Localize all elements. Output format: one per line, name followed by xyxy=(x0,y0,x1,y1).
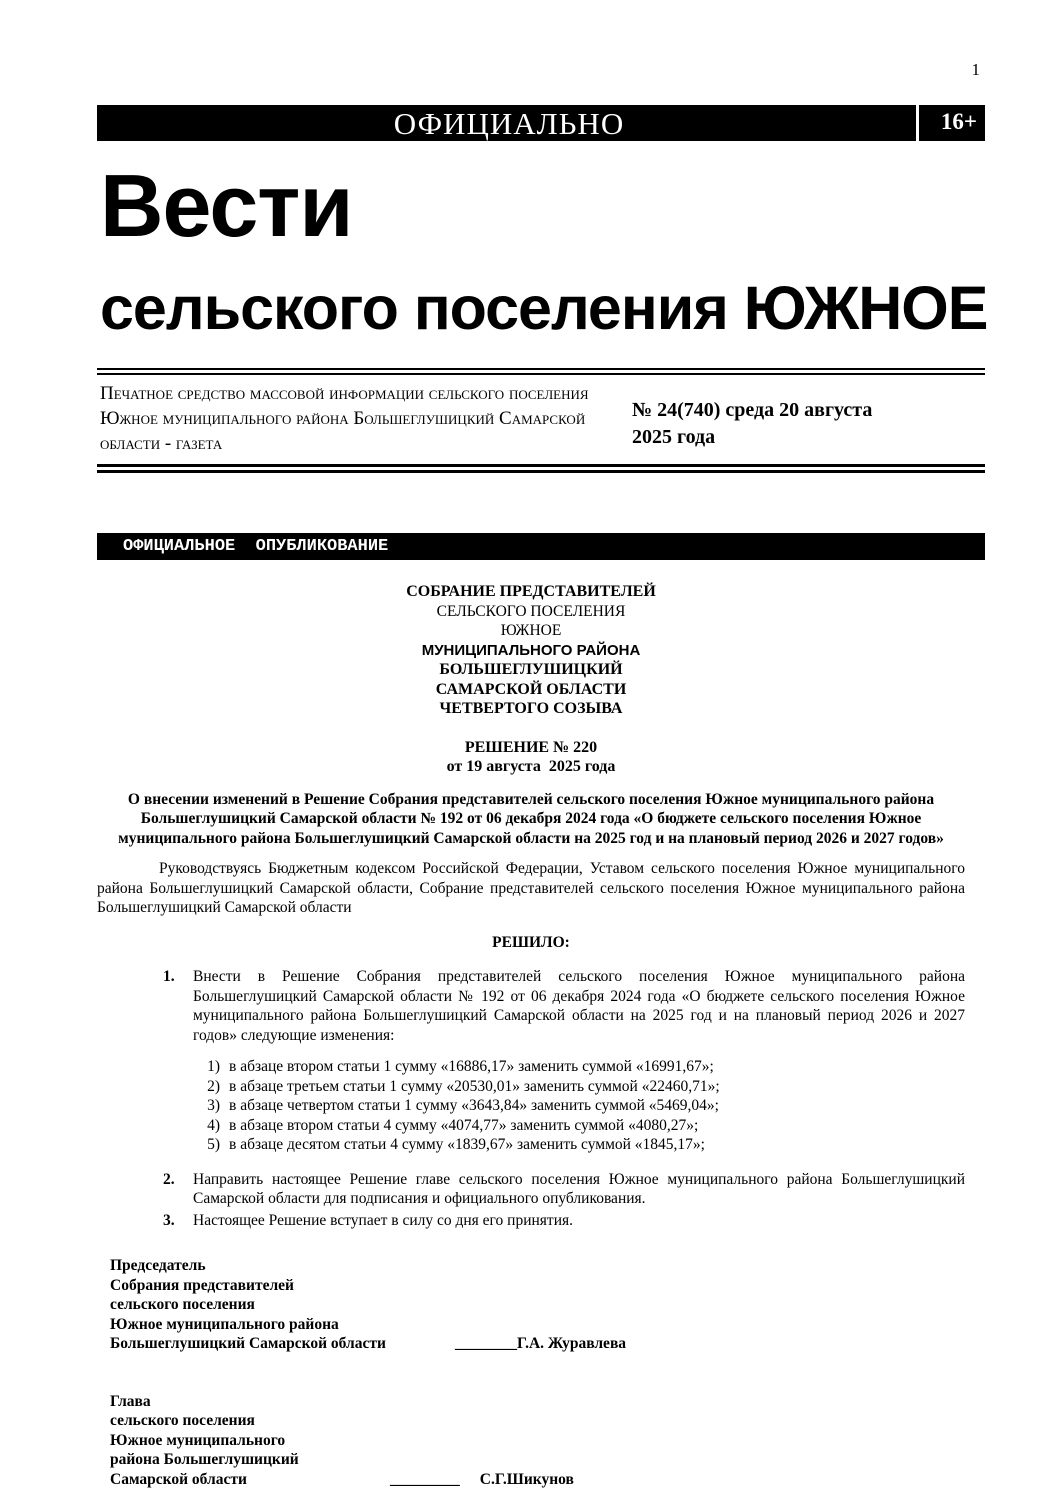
document-body xyxy=(97,582,965,1489)
issue-number-date xyxy=(632,381,872,456)
signature-line: сельского поселения xyxy=(110,1412,255,1429)
signature-block-chairman xyxy=(110,1256,965,1354)
masthead-top-bar xyxy=(97,105,985,141)
sub-item xyxy=(97,1096,965,1116)
signature-line-with-name xyxy=(110,1334,965,1354)
decision-date: от 19 августа 2025 года xyxy=(446,758,616,775)
newspaper-subtitle: сельского поселения ЮЖНОЕ xyxy=(100,274,988,342)
org-line: ЧЕТВЕРТОГО СОЗЫВА xyxy=(439,700,623,717)
item-text: Настоящее Решение вступает в силу со дня его принятия. xyxy=(193,1211,573,1229)
signature-line: района Большеглушицкий xyxy=(110,1451,299,1468)
sub-item-number: 4) xyxy=(207,1116,220,1134)
signature-name: С.Г.Шикунов xyxy=(479,1470,574,1488)
item-number: 3. xyxy=(163,1211,175,1229)
issue-number-line1: № 24(740) среда 20 августа xyxy=(632,399,873,421)
decision-item-1 xyxy=(97,967,965,1045)
sub-item-number: 2) xyxy=(207,1077,220,1095)
org-line: САМАРСКОЙ ОБЛАСТИ xyxy=(435,680,627,698)
decision-item-3 xyxy=(97,1211,965,1231)
sub-item-text: в абзаце втором статьи 1 сумму «16886,17» заменить суммой «16991,67»; xyxy=(229,1058,714,1075)
amendments-sub-list xyxy=(97,1057,965,1155)
signature-line-with-name xyxy=(110,1470,965,1490)
org-line: ЮЖНОЕ xyxy=(500,622,562,639)
decision-subject: О внесении изменений в Решение Собрания представителей сельского поселения Южное муниципального района Большеглушицкий Самарской области № 192 от 06 декабря 2024 года «О бюджете сельского поселения Южное муниципального района Большеглушицкий Самарской области на 2025 год и на плановый период 2026 и 2027 годов» xyxy=(118,790,944,847)
section-header-bar: ОФИЦИАЛЬНОЕ ОПУБЛИКОВАНИЕ xyxy=(97,533,985,560)
publication-description: Печатное средство массовой информации сельского поселения Южное муниципального района Большеглушицкий Самарской области - газета xyxy=(100,383,589,454)
signature-block-head xyxy=(110,1392,965,1490)
sub-item xyxy=(97,1077,965,1097)
org-line: СОБРАНИЕ ПРЕДСТАВИТЕЛЕЙ xyxy=(406,583,656,600)
org-line: БОЛЬШЕГЛУШИЦКИЙ xyxy=(439,661,623,678)
sub-item xyxy=(97,1116,965,1136)
signature-line: Южное муниципального xyxy=(110,1431,286,1449)
sub-item-text: в абзаце четвертом статьи 1 сумму «3643,84» заменить суммой «5469,04»; xyxy=(229,1097,719,1114)
org-line: СЕЛЬСКОГО ПОСЕЛЕНИЯ xyxy=(436,602,626,620)
signature-label: Самарской области xyxy=(110,1470,247,1488)
issue-info-box xyxy=(97,368,985,473)
resolved-label: РЕШИЛО: xyxy=(492,933,570,951)
item-number: 2. xyxy=(163,1170,175,1188)
official-banner-title: ОФИЦИАЛЬНО xyxy=(393,106,625,141)
sub-item-text: в абзаце третьем статьи 1 сумму «20530,01» заменить суммой «22460,71»; xyxy=(229,1077,720,1095)
item-number: 1. xyxy=(163,968,175,985)
decision-item-2 xyxy=(97,1170,965,1209)
sub-item-number: 3) xyxy=(207,1097,220,1114)
newspaper-title: Вести xyxy=(100,156,353,255)
signature-underscore: _________ xyxy=(390,1470,460,1488)
item-text: Направить настоящее Решение главе сельского поселения Южное муниципального района Большеглушицкий Самарской области для подписания и официального опубликования. xyxy=(193,1170,965,1207)
sub-item-number: 1) xyxy=(207,1058,220,1075)
preamble-paragraph: Руководствуясь Бюджетным кодексом Российской Федерации, Уставом сельского поселения Южное муниципального района Большеглушицкий Самарской области, Собрание представителей сельского поселения Южное муниципального района Большеглушицкий Самарской области xyxy=(97,860,965,916)
signature-line: Глава xyxy=(110,1392,151,1410)
page-number: 1 xyxy=(971,60,980,79)
signature-line: Южное муниципального района xyxy=(110,1315,339,1333)
sub-item xyxy=(97,1057,965,1077)
sub-item-text: в абзаце втором статьи 4 сумму «4074,77» заменить суммой «4080,27»; xyxy=(229,1116,699,1134)
signature-label: Большеглушицкий Самарской области xyxy=(110,1335,386,1352)
sub-item xyxy=(97,1135,965,1155)
signature-name: ________Г.А. Журавлева xyxy=(455,1335,627,1352)
age-rating-badge: 16+ xyxy=(940,109,977,134)
signature-line: Председатель xyxy=(110,1257,206,1274)
decision-number-title: РЕШЕНИЕ № 220 xyxy=(464,738,598,756)
signature-line: сельского поселения xyxy=(110,1296,255,1313)
issue-number-line2: 2025 года xyxy=(632,426,716,448)
item-text: Внести в Решение Собрания представителей сельского поселения Южное муниципального района Большеглушицкий Самарской области № 192 от 06 декабря 2024 года «О бюджете сельского поселения Южное муниципального района Большеглушицкий Самарской области на 2025 год и на плановый период 2026 и 2027 годов» следующие изменения: xyxy=(193,968,965,1044)
signature-line: Собрания представителей xyxy=(110,1276,294,1294)
org-line: МУНИЦИПАЛЬНОГО РАЙОНА xyxy=(421,641,641,659)
sub-item-text: в абзаце десятом статьи 4 сумму «1839,67» заменить суммой «1845,17»; xyxy=(229,1136,705,1153)
sub-item-number: 5) xyxy=(207,1136,220,1153)
issuing-authority-block xyxy=(97,582,965,719)
banner-divider xyxy=(916,105,919,141)
